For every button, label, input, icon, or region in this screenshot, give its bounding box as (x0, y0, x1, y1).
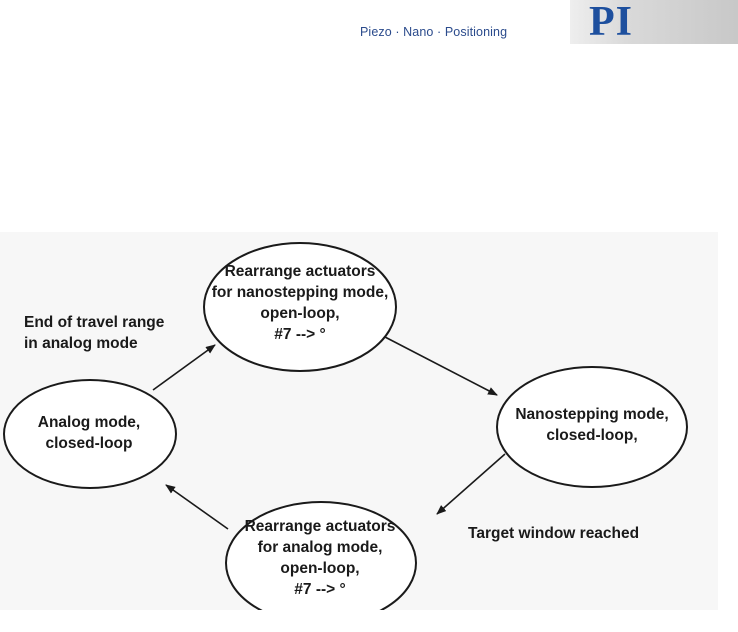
node-left-label: Analog mode, closed-loop (37, 414, 141, 452)
arrow-right-to-bottom (437, 454, 505, 514)
arrow-top-to-right (385, 337, 497, 395)
state-diagram (0, 232, 718, 610)
node-bottom-label: Rearrange actuators for analog mode, open-loop, #7 --> ° (244, 518, 396, 598)
tagline: Piezo · Nano · Positioning (360, 25, 508, 39)
page-header (0, 0, 738, 60)
edge-label-target-window: Target window reached (468, 525, 640, 542)
node-right-label: Nanostepping mode, closed-loop, (515, 406, 669, 444)
arrow-bottom-to-left (166, 485, 228, 529)
edge-label-end-of-travel: End of travel range in analog mode (24, 314, 165, 352)
pi-logo-text: PI (589, 0, 633, 45)
pi-logo (589, 0, 633, 44)
node-top-label: Rearrange actuators for nanostepping mode, open-loop, #7 --> ° (211, 263, 389, 343)
